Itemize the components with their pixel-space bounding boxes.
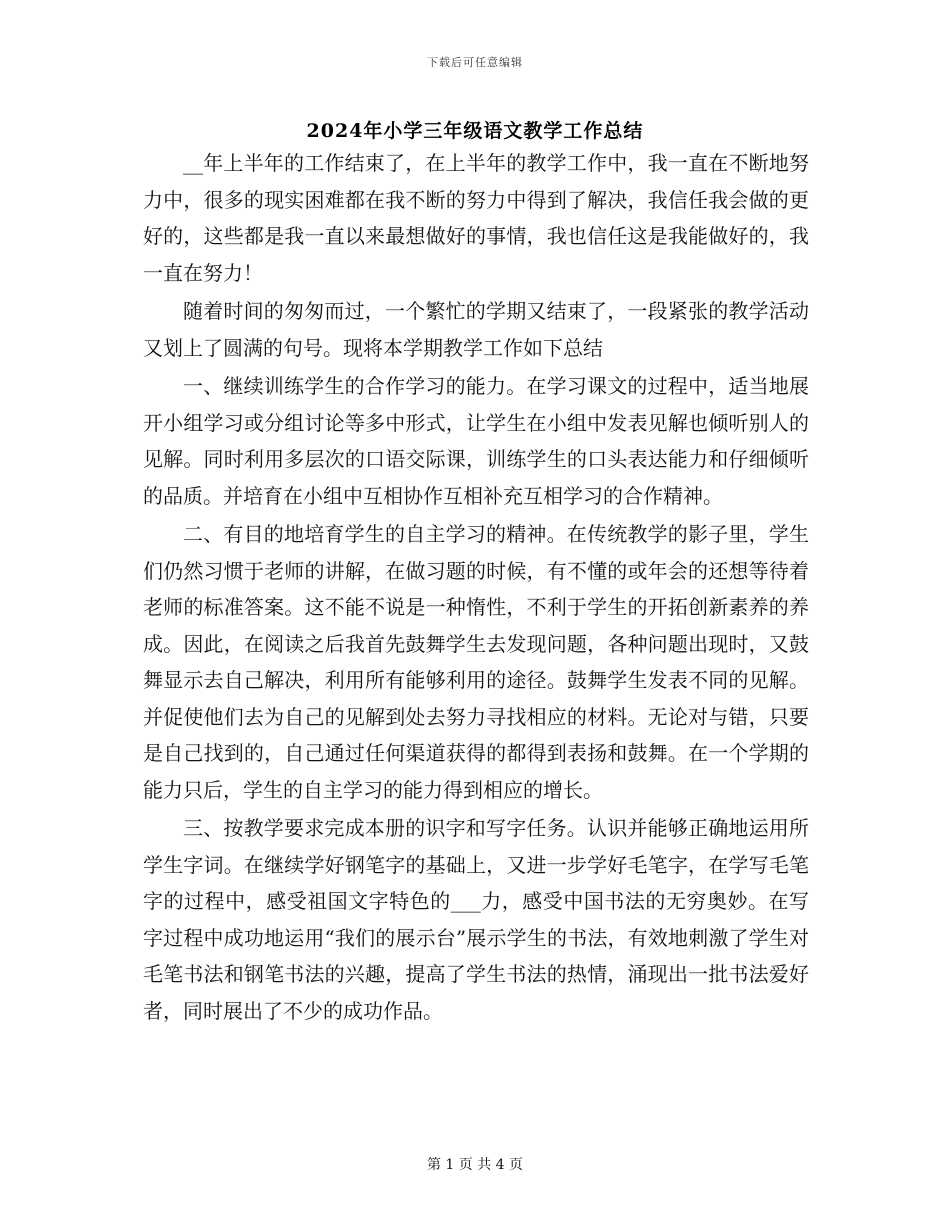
paragraph-self-directed-learning: 二、有目的地培育学生的自主学习的精神。在传统教学的影子里，学生们仍然习惯于老师的讲解，在做习题的时候，有不懂的或年会的还想等待着老师的标准答案。这不能不说是一种惰性，不利于学生的开拓创新素养的养成。因此，在阅读之后我首先鼓舞学生去发现问题，各种问题出现时，又鼓舞显示去自己解决，利用所有能够利用的途径。鼓舞学生发表不同的见解。并促使他们去为自己的见解到处去努力寻找相应的材料。无论对与错，只要是自己找到的，自己通过任何渠道获得的都得到表扬和鼓舞。在一个学期的能力只后，学生的自主学习的能力得到相应的增长。: [143, 522, 809, 802]
paragraph-literacy-writing: 三、按教学要求完成本册的识字和写字任务。认识并能够正确地运用所学生字词。在继续学好钢笔字的基础上，又进一步学好毛笔字，在学写毛笔字的过程中，感受祖国文字特色的___力，感受中国书法的无穷奥妙。在写字过程中成功地运用“我们的展示台”展示学生的书法，有效地刺激了学生对毛笔书法和钢笔书法的兴趣，提高了学生书法的热情，涌现出一批书法爱好者，同时展出了不少的成功作品。: [143, 816, 809, 1023]
document-body: [143, 145, 809, 1031]
page-footer: 第 1 页 共 4 页: [426, 1157, 524, 1173]
header-note: 下载后可任意编辑: [427, 56, 523, 69]
paragraph-overview: 随着时间的匆匆而过，一个繁忙的学期又结束了，一段紧张的教学活动又划上了圆满的句号。现将本学期教学工作如下总结: [143, 299, 809, 360]
paragraph-intro: __年上半年的工作结束了，在上半年的教学工作中，我一直在不断地努力中，很多的现实困难都在我不断的努力中得到了解决，我信任我会做的更好的，这些都是我一直以来最想做好的事情，我也信任这是我能做好的，我一直在努力！: [143, 151, 809, 285]
paragraph-cooperative-learning: 一、继续训练学生的合作学习的能力。在学习课文的过程中，适当地展开小组学习或分组讨论等多中形式，让学生在小组中发表见解也倾听别人的见解。同时利用多层次的口语交际课，训练学生的口头表达能力和仔细倾听的品质。并培育在小组中互相协作互相补充互相学习的合作精神。: [143, 374, 809, 508]
document-title: 2024年小学三年级语文教学工作总结: [306, 120, 644, 142]
